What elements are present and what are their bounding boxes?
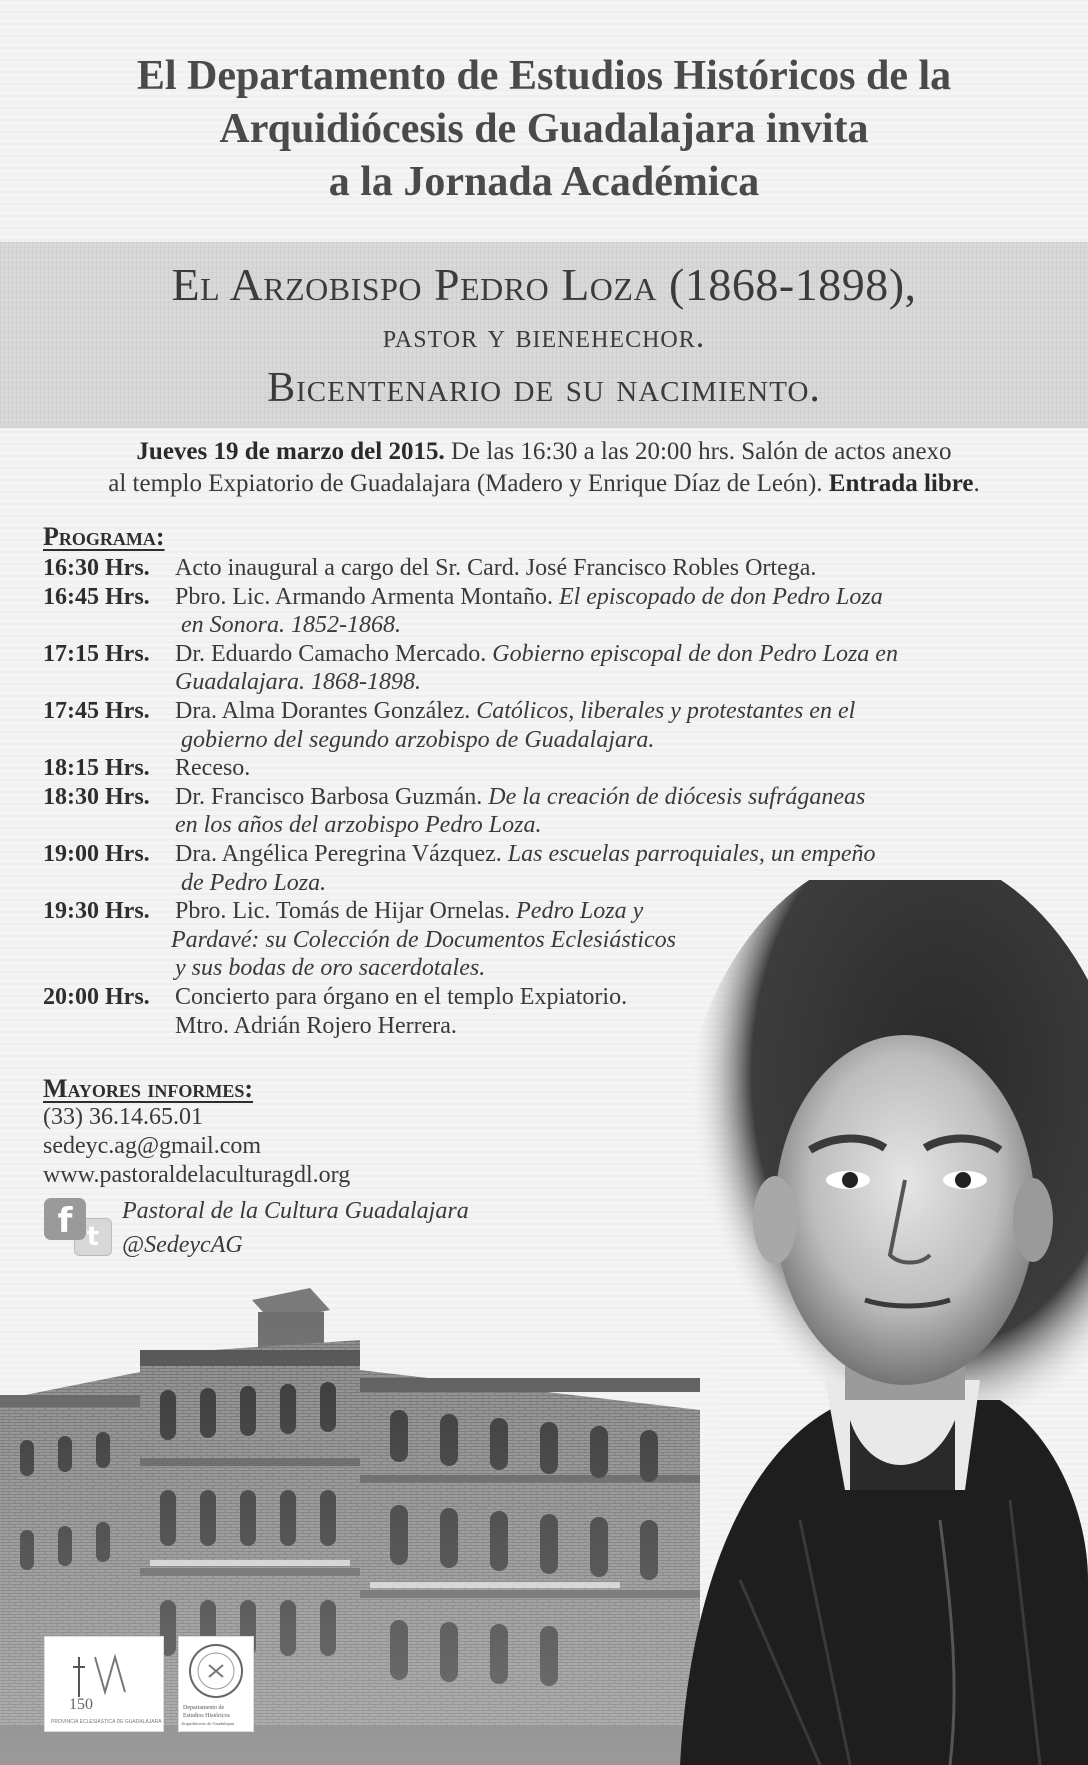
contact-website[interactable]: www.pastoraldelaculturagdl.org — [43, 1162, 351, 1188]
event-subtitle: pastor y bienehechor. — [382, 318, 706, 355]
social-handles — [122, 1194, 469, 1262]
event-venue: al templo Expiatorio de Guadalajara (Madero y Enrique Díaz de León). — [108, 470, 829, 497]
program-item — [43, 783, 1043, 840]
program-talk-title-cont-2: y sus bodas de oro sacerdotales. — [175, 955, 486, 982]
contact-info — [43, 1103, 350, 1190]
entry-note: Entrada libre — [828, 470, 974, 497]
program-speaker: Dra. Alma Dorantes González. — [175, 697, 477, 724]
invitation-header — [0, 50, 1088, 209]
program-talk-title: Gobierno episcopal de don Pedro Loza en — [492, 640, 898, 667]
program-time: 20:00 Hrs. — [43, 983, 150, 1010]
event-details — [0, 436, 1088, 500]
invitation-line-2: Arquidiócesis de Guadalajara invita — [219, 106, 869, 152]
program-talk-title-cont: gobierno del segundo arzobispo de Guadalajara. — [181, 726, 655, 753]
program-talk-title-cont: en los años del arzobispo Pedro Loza. — [175, 812, 542, 839]
cross-logo-icon — [45, 1637, 163, 1731]
seal-icon — [179, 1637, 253, 1731]
program-item — [43, 554, 1043, 583]
social-icons — [44, 1196, 114, 1256]
logo-150-caption: PROVINCIA ECLESIÁSTICA DE GUADALAJARA — [51, 1719, 162, 1725]
program-speaker: Receso. — [175, 755, 251, 782]
program-speaker: Concierto para órgano en el templo Expiatorio. — [175, 983, 628, 1010]
archbishop-portrait — [620, 880, 1088, 1765]
program-speaker: Pbro. Lic. Tomás de Hijar Ornelas. — [175, 898, 517, 925]
program-talk-title-cont: Guadalajara. 1868-1898. — [175, 669, 421, 696]
facebook-icon[interactable]: f — [44, 1198, 86, 1240]
contact-email[interactable]: sedeyc.ag@gmail.com — [43, 1133, 262, 1159]
twitter-handle[interactable]: @SedeycAG — [122, 1232, 243, 1258]
twitter-icon[interactable]: t — [74, 1218, 112, 1256]
logo-150-number: 150 — [69, 1696, 93, 1713]
invitation-line-3: a la Jornada Académica — [328, 159, 760, 205]
program-talk-title-cont: Pardavé: su Colección de Documentos Eclesiásticos — [171, 926, 676, 953]
program-time: 17:15 Hrs. — [43, 640, 150, 667]
program-speaker: Acto inaugural a cargo del Sr. Card. José Francisco Robles Ortega. — [175, 555, 817, 581]
program-talk-title: De la creación de diócesis sufráganeas — [488, 783, 866, 810]
program-talk-title: Católicos, liberales y protestantes en el — [476, 697, 856, 724]
seal-line-2: Estudios Históricos — [183, 1713, 230, 1719]
contact-heading: Mayores informes: — [43, 1074, 254, 1103]
department-seal-logo — [178, 1636, 254, 1732]
program-heading: Programa: — [43, 522, 165, 551]
program-talk-title-cont: de Pedro Loza. — [181, 869, 327, 896]
program-speaker: Dra. Angélica Peregrina Vázquez. — [175, 840, 508, 867]
program-talk-title: El episcopado de don Pedro Loza — [558, 583, 883, 610]
diocese-150-logo — [44, 1636, 164, 1732]
program-item — [43, 583, 1043, 640]
program-speaker: Dr. Francisco Barbosa Guzmán. — [175, 783, 489, 810]
entry-period: . — [973, 470, 980, 497]
invitation-line-1: El Departamento de Estudios Históricos de la — [136, 53, 952, 99]
program-talk-title-cont: en Sonora. 1852-1868. — [181, 612, 401, 639]
program-speaker: Pbro. Lic. Armando Armenta Montaño. — [175, 583, 559, 610]
program-time: 16:45 Hrs. — [43, 583, 150, 610]
program-talk-title: Pedro Loza y — [516, 898, 644, 925]
program-item — [43, 754, 1043, 783]
event-subtitle-2: Bicentenario de su nacimiento. — [267, 365, 821, 411]
program-time: 18:30 Hrs. — [43, 783, 150, 810]
program-item — [43, 697, 1043, 754]
program-time: 17:45 Hrs. — [43, 697, 150, 724]
program-time: 18:15 Hrs. — [43, 755, 150, 782]
event-date: Jueves 19 de marzo del 2015. — [136, 438, 445, 465]
program-time: 19:00 Hrs. — [43, 840, 150, 867]
program-time: 19:30 Hrs. — [43, 898, 150, 925]
facebook-page[interactable]: Pastoral de la Cultura Guadalajara — [122, 1198, 469, 1224]
event-time-place: De las 16:30 a las 20:00 hrs. Salón de actos anexo — [444, 438, 952, 465]
contact-phone[interactable]: (33) 36.14.65.01 — [43, 1104, 203, 1130]
program-time: 16:30 Hrs. — [43, 555, 150, 581]
program-item — [43, 640, 1043, 697]
seal-line-3: Arquidiócesis de Guadalajara — [181, 1721, 235, 1726]
event-title: El Arzobispo Pedro Loza (1868-1898), — [171, 259, 917, 310]
program-speaker: Dr. Eduardo Camacho Mercado. — [175, 640, 493, 667]
program-performer: Mtro. Adrián Rojero Herrera. — [175, 1012, 457, 1039]
program-talk-title: Las escuelas parroquiales, un empeño — [507, 840, 876, 867]
seal-line-1: Departamento de — [183, 1705, 225, 1711]
